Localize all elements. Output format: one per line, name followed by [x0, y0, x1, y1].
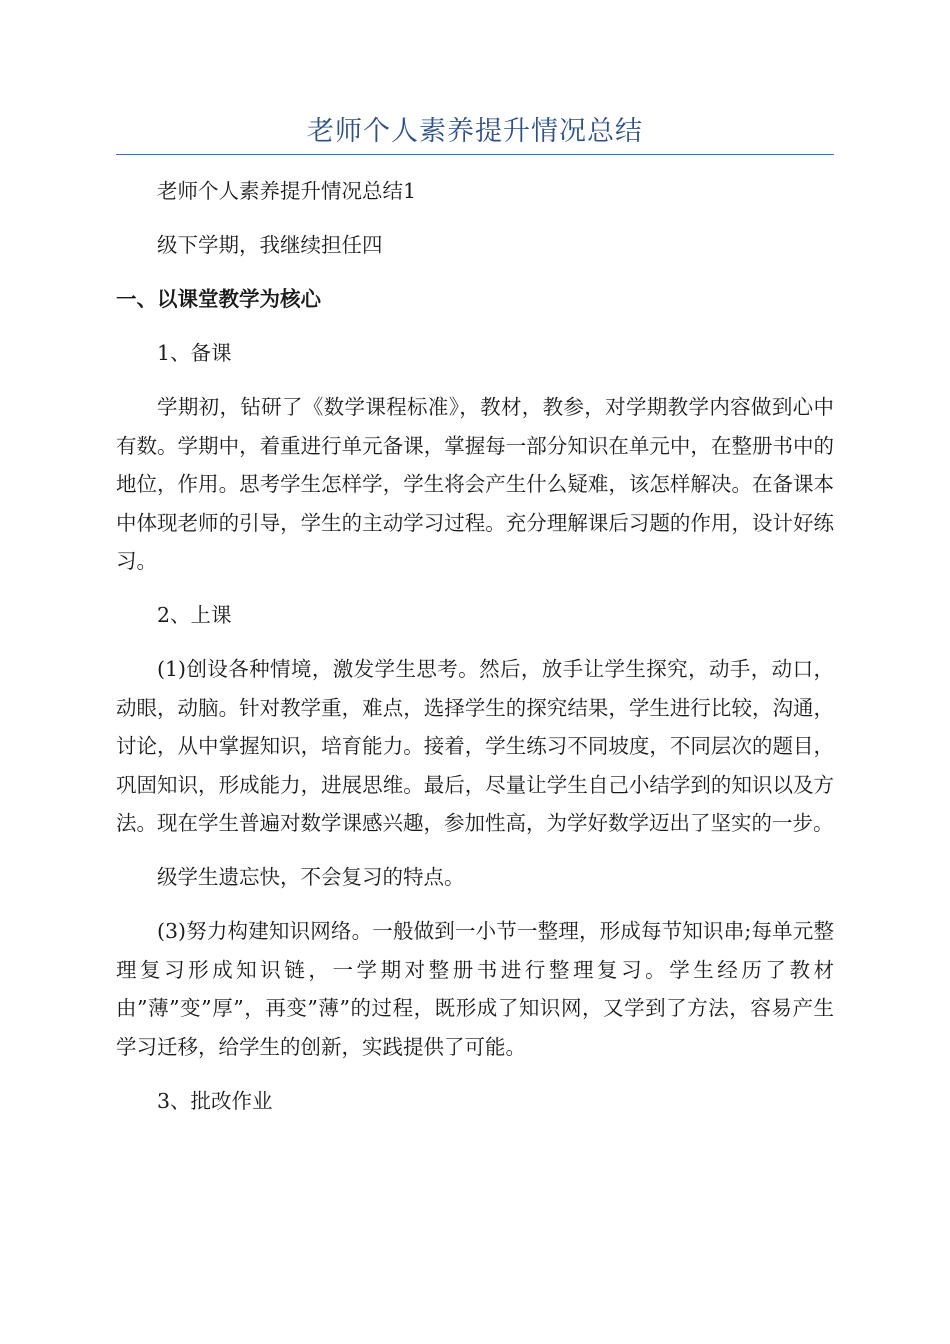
teaching-paragraph: (1)创设各种情境，激发学生思考。然后，放手让学生探究，动手，动口，动眼，动脑。针对教学重，难点，选择学生的探究结果，学生进行比较，沟通，讨论，从中掌握知识，培育能力。接着，学生练习不同坡度，不同层次的题目，巩固知识，形成能力，进展思维。最后，尽量让学生自己小结学到的知识以及方法。现在学生普遍对数学课感兴趣，参加性高，为学好数学迈出了坚实的一步。 [116, 657, 834, 835]
subtitle-paragraph: 老师个人素养提升情况总结1 [157, 179, 417, 203]
knowledge-network-paragraph: (3)努力构建知识网络。一般做到一小节一整理，形成每节知识串;每单元整理复习形成知识链，一学期对整册书进行整理复习。学生经历了教材由”薄”变”厚”，再变”薄”的过程，既形成了知识网，又学到了方法，容易产生学习迁移，给学生的创新，实践提供了可能。 [116, 919, 834, 1059]
lesson-prep-paragraph: 学期初，钻研了《数学课程标准》，教材，教参，对学期教学内容做到心中有数。学期中，着重进行单元备课，掌握每一部分知识在单元中，在整册书中的地位，作用。思考学生怎样学，学生将会产生什么疑难，该怎样解决。在备课本中体现老师的引导，学生的主动学习过程。充分理解课后习题的作用，设计好练习。 [116, 395, 834, 573]
document-title: 老师个人素养提升情况总结 [307, 116, 643, 147]
intro-paragraph: 级下学期，我继续担任四 [157, 233, 383, 257]
review-paragraph: 级学生遗忘快，不会复习的特点。 [157, 865, 465, 889]
subheading-lesson-prep: 1、备课 [157, 341, 232, 365]
subheading-teaching: 2、上课 [157, 603, 232, 627]
subheading-homework: 3、批改作业 [157, 1088, 273, 1113]
section-heading: 一、以课堂教学为核心 [116, 287, 321, 311]
document-body [116, 172, 834, 1136]
title-underline [116, 154, 834, 155]
